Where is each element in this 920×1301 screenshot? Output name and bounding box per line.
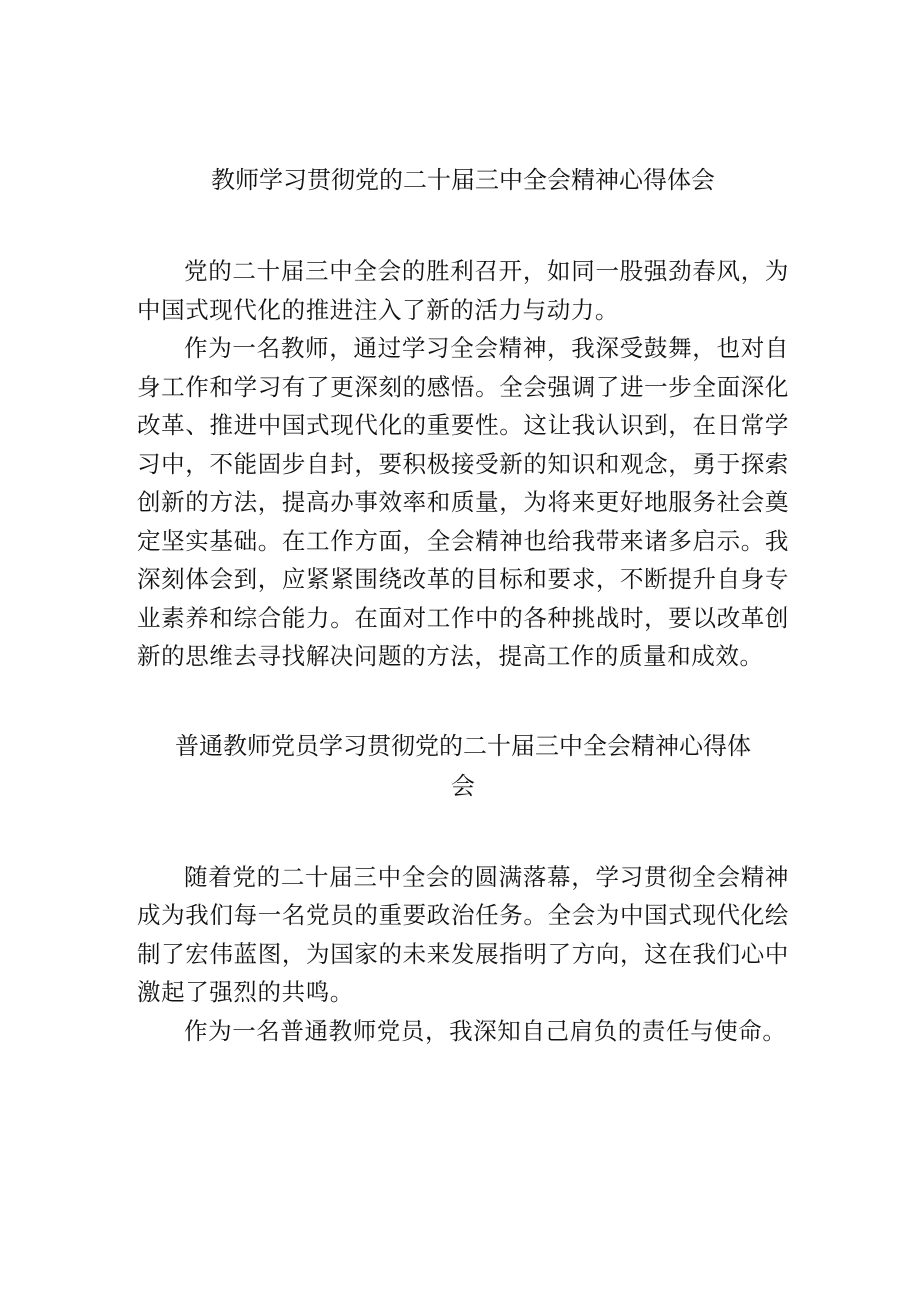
section-2-title: 普通教师党员学习贯彻党的二十届三中全会精神心得体会	[175, 731, 751, 800]
title-spacer	[137, 200, 789, 252]
document-body	[137, 160, 789, 1050]
section-1-title: 教师学习贯彻党的二十届三中全会精神心得体会	[211, 166, 715, 194]
section-2-paragraph-1: 随着党的二十届三中全会的圆满落幕，学习贯彻全会精神成为我们每一名党员的重要政治任务。全会为中国式现代化绘制了宏伟蓝图，为国家的未来发展指明了方向，这在我们心中激起了强烈的共鸣。	[137, 862, 789, 1006]
section-1-paragraph-2: 作为一名教师，通过学习全会精神，我深受鼓舞，也对自身工作和学习有了更深刻的感悟。全会强调了进一步全面深化改革、推进中国式现代化的重要性。这让我认识到，在日常学习中，不能固步自封，要积极接受新的知识和观念，勇于探索创新的方法，提高办事效率和质量，为将来更好地服务社会奠定坚实基础。在工作方面，全会精神也给我带来诸多启示。我深刻体会到，应紧紧围绕改革的目标和要求，不断提升自身专业素养和综合能力。在面对工作中的各种挑战时，要以改革创新的思维去寻找解决问题的方法，提高工作的质量和成效。	[137, 334, 789, 670]
section-1-paragraph-1: 党的二十届三中全会的胜利召开，如同一股强劲春风，为中国式现代化的推进注入了新的活力与动力。	[137, 257, 789, 324]
title-spacer	[137, 806, 789, 858]
section-2-paragraph-2: 作为一名普通教师党员，我深知自己肩负的责任与使命。	[184, 1016, 787, 1045]
